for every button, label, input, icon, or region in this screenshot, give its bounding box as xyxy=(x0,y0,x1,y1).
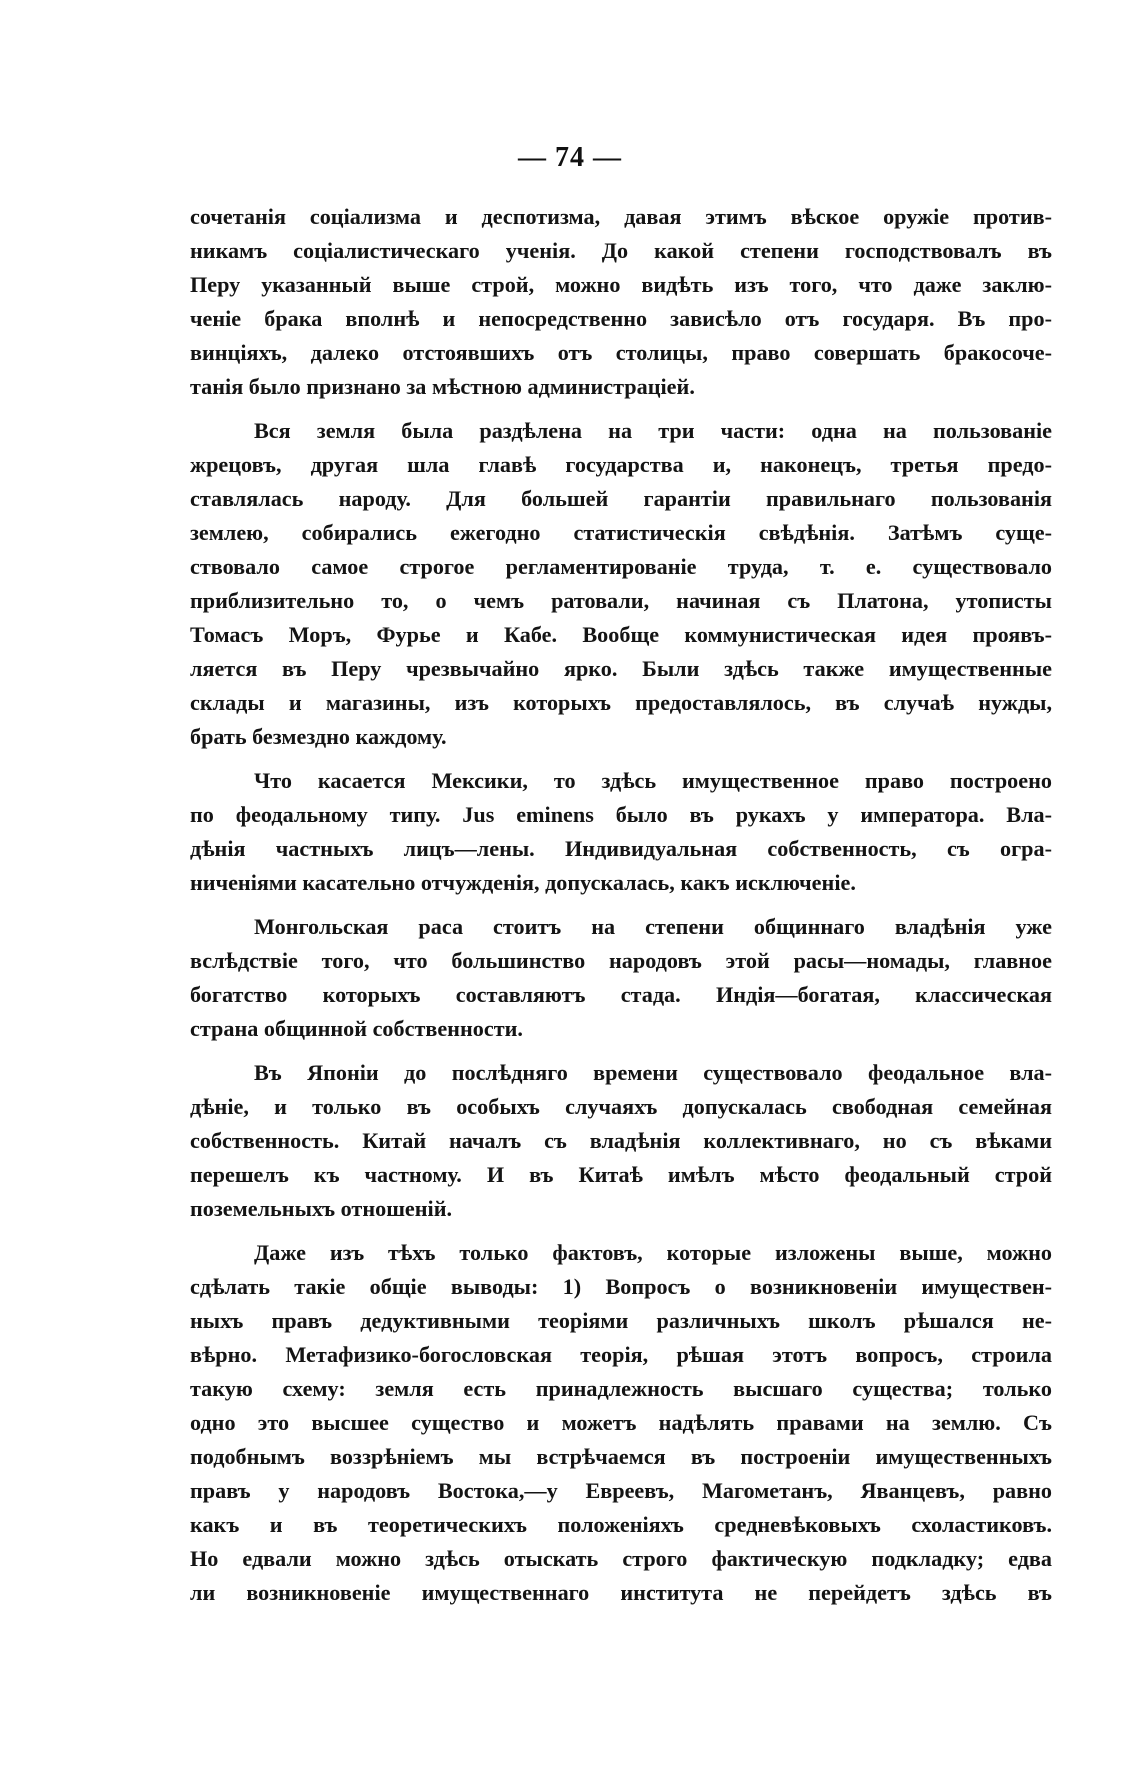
text-line: ставлялась народу. Для большей гарантіи правильнаго пользованія xyxy=(190,486,1052,511)
paragraph xyxy=(190,764,1052,900)
paragraph xyxy=(190,1056,1052,1226)
text-line: винціяхъ, далеко отстоявшихъ отъ столицы, право совершать бракосоче- xyxy=(190,340,1052,365)
text-line: ли возникновеніе имущественнаго института не перейдетъ здѣсь въ xyxy=(190,1580,1052,1605)
text-line: Но едвали можно здѣсь отыскать строго фактическую подкладку; едва xyxy=(190,1546,1052,1571)
text-line: такую схему: земля есть принадлежность высшаго существа; только xyxy=(190,1376,1052,1401)
text-line: Даже изъ тѣхъ только фактовъ, которые изложены выше, можно xyxy=(254,1240,1052,1265)
text-line: перешелъ къ частному. И въ Китаѣ имѣлъ мѣсто феодальный строй xyxy=(190,1162,1052,1187)
text-line: подобнымъ воззрѣніемъ мы встрѣчаемся въ построеніи имущественныхъ xyxy=(190,1444,1052,1469)
text-line: ниченіями касательно отчужденія, допускалась, какъ исключеніе. xyxy=(190,870,856,895)
text-line: брать безмездно каждому. xyxy=(190,724,447,749)
text-line: богатство которыхъ составляютъ стада. Индія—богатая, классическая xyxy=(190,982,1052,1007)
text-line: собственность. Китай началъ съ владѣнія коллективнаго, но съ вѣками xyxy=(190,1128,1052,1153)
text-line: танія было признано за мѣстною администраціей. xyxy=(190,374,695,399)
text-line: Что касается Мексики, то здѣсь имущественное право построено xyxy=(254,768,1052,793)
text-line: приблизительно то, о чемъ ратовали, начиная съ Платона, утописты xyxy=(190,588,1052,613)
text-line: Вся земля была раздѣлена на три части: одна на пользованіе xyxy=(254,418,1052,443)
text-line: Томасъ Моръ, Фурье и Кабе. Вообще коммунистическая идея проявъ- xyxy=(190,622,1052,647)
text-line: склады и магазины, изъ которыхъ предоставлялось, въ случаѣ нужды, xyxy=(190,690,1052,715)
body-text xyxy=(190,200,1052,1610)
text-line: землею, собирались ежегодно статистическія свѣдѣнія. Затѣмъ суще- xyxy=(190,520,1052,545)
text-line: Монгольская раса стоитъ на степени общиннаго владѣнія уже xyxy=(254,914,1052,939)
text-line: ченіе брака вполнѣ и непосредственно зависѣло отъ государя. Въ про- xyxy=(190,306,1052,331)
text-line: правъ у народовъ Востока,—у Евреевъ, Магометанъ, Явaнцевъ, равно xyxy=(190,1478,1052,1503)
text-line: сдѣлать такіе общіе выводы: 1) Вопросъ о возникновеніи имуществен- xyxy=(190,1274,1052,1299)
paragraph xyxy=(190,1236,1052,1610)
text-line: одно это высшее существо и можетъ надѣлять правами на землю. Съ xyxy=(190,1410,1052,1435)
text-line: ляется въ Перу чрезвычайно ярко. Были здѣсь также имущественные xyxy=(190,656,1052,681)
text-line: поземельныхъ отношеній. xyxy=(190,1196,453,1221)
text-line: по феодальному типу. Jus eminens было въ рукахъ у императора. Вла- xyxy=(190,802,1052,827)
text-line: дѣнія частныхъ лицъ—лены. Индивидуальная собственность, съ огра- xyxy=(190,836,1052,861)
page-number: — 74 — xyxy=(518,142,622,173)
text-line: Въ Японіи до послѣдняго времени существовало феодальное вла- xyxy=(254,1060,1052,1085)
text-line: страна общинной собственности. xyxy=(190,1016,523,1041)
paragraph xyxy=(190,200,1052,404)
text-line: вѣрно. Метафизико-богословская теорія, рѣшая этотъ вопросъ, строила xyxy=(190,1342,1052,1367)
text-line: сочетанія соціализма и деспотизма, давая этимъ вѣское оружіе против- xyxy=(190,204,1052,229)
text-line: жрецовъ, другая шла главѣ государства и, наконецъ, третья предо- xyxy=(190,452,1052,477)
paragraph xyxy=(190,910,1052,1046)
text-line: ствовало самое строгое регламентированіе труда, т. е. существовало xyxy=(190,554,1052,579)
paragraph xyxy=(190,414,1052,754)
text-line: вслѣдствіе того, что большинство народовъ этой расы—номады, главное xyxy=(190,948,1052,973)
text-line: какъ и въ теоретическихъ положеніяхъ средневѣковыхъ схоластиковъ. xyxy=(190,1512,1052,1537)
text-line: дѣніе, и только въ особыхъ случаяхъ допускалась свободная семейная xyxy=(190,1094,1052,1119)
text-line: Перу указанный выше строй, можно видѣть изъ того, что даже заклю- xyxy=(190,272,1052,297)
text-line: ныхъ правъ дедуктивными теоріями различныхъ школъ рѣшался не- xyxy=(190,1308,1052,1333)
text-line: никамъ соціалистическаго ученія. До какой степени господствовалъ въ xyxy=(190,238,1052,263)
